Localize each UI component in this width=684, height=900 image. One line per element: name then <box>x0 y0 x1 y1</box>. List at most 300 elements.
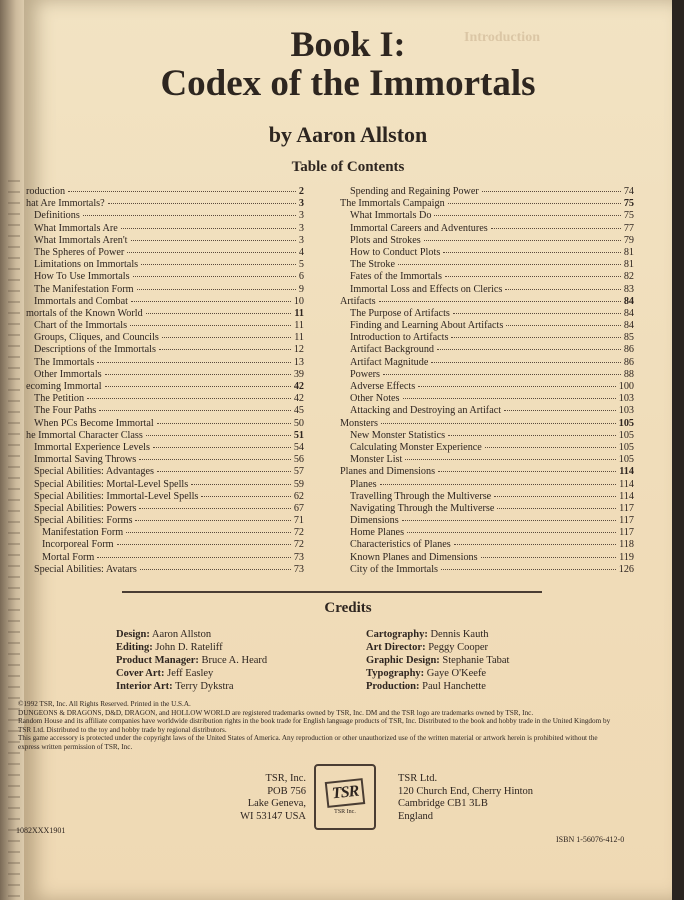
toc-entry <box>24 247 304 259</box>
toc-entry-title: Powers <box>350 368 380 380</box>
toc-leader-dots <box>504 410 616 411</box>
toc-entry-title: The Stroke <box>350 259 395 271</box>
toc-leader-dots <box>448 203 621 204</box>
toc-entry-page: 83 <box>623 283 634 295</box>
toc-leader-dots <box>506 325 620 326</box>
tsr-logo-mark: TSR <box>325 778 366 808</box>
toc-leader-dots <box>137 289 296 290</box>
toc-entry <box>340 405 634 417</box>
trademark-line: DUNGEONS & DRAGONS, D&D, DRAGON, and HOLLOW WORLD are registered trademarks owned by TSR, Inc. DM and the TSR logo are trademarks owned by TSR, Inc. <box>18 708 534 717</box>
credit-line <box>366 667 509 680</box>
toc-entry-page: 82 <box>623 271 634 283</box>
toc-entry-title: Immortal Saving Throws <box>34 454 137 466</box>
toc-entry-title: Home Planes <box>350 527 405 539</box>
toc-entry-page: 2 <box>298 186 304 197</box>
toc-leader-dots <box>105 386 291 387</box>
toc-entry-title: Immortal Experience Levels <box>34 441 150 453</box>
toc-leader-dots <box>407 532 616 533</box>
credit-role: Art Director: <box>366 642 426 653</box>
address-line: TSR Ltd. <box>398 773 438 784</box>
toc-leader-dots <box>494 496 616 497</box>
toc-heading: Table of Contents <box>291 159 405 175</box>
toc-entry-page: 84 <box>623 295 634 307</box>
toc-entry-title: The Spheres of Power <box>34 246 125 258</box>
toc-entry-title: Dimensions <box>350 515 399 527</box>
toc-entry <box>24 430 304 442</box>
toc-entry-page: 117 <box>619 527 634 539</box>
book-title: Book I: <box>290 24 406 64</box>
toc-entry-page: 103 <box>618 405 634 417</box>
toc-leader-dots <box>380 484 616 485</box>
toc-entry <box>24 357 304 369</box>
credit-role: Design: <box>116 629 150 640</box>
toc-entry-title: Known Planes and Dimensions <box>350 551 478 563</box>
toc-entry-page: 118 <box>619 539 634 551</box>
toc-entry <box>340 247 634 259</box>
copyright-line: ©1992 TSR, Inc. All Rights Reserved. Printed in the U.S.A. <box>18 700 191 708</box>
toc-leader-dots <box>99 410 291 411</box>
toc-entry <box>24 344 304 356</box>
toc-leader-dots <box>405 459 615 460</box>
credits-left-column <box>116 628 267 693</box>
address-us <box>196 773 306 823</box>
distribution-line: Random House and its affiliate companies have worldwide distribution rights in the book trade for English language products of TSR, Inc. Distributed to the book and hobby trade in the United Kingdom by TSR Ltd. Distributed to the toy and hobby trade by regional distributors. <box>18 717 611 734</box>
toc-entry <box>340 259 634 271</box>
toc-entry-title: Immortal Loss and Effects on Clerics <box>350 283 503 295</box>
toc-entry-page: 81 <box>623 246 634 258</box>
tsr-logo-caption: TSR Inc. <box>334 808 356 815</box>
toc-entry <box>340 515 634 527</box>
address-line: TSR, Inc. <box>265 773 306 784</box>
toc-entry-page: 73 <box>293 551 304 563</box>
toc-entry-title: Chart of the Immortals <box>34 320 128 332</box>
toc-entry-page: 114 <box>619 478 634 490</box>
toc-entry-page: 3 <box>298 198 304 210</box>
toc-entry-title: Special Abilities: Advantages <box>34 466 154 478</box>
toc-leader-dots <box>141 264 296 265</box>
toc-entry-title: Special Abilities: Forms <box>34 515 133 527</box>
toc-entry-page: 9 <box>298 283 304 295</box>
toc-leader-dots <box>381 423 616 424</box>
toc-entry-title: Plots and Strokes <box>350 234 421 246</box>
toc-entry <box>24 210 304 222</box>
toc-entry <box>340 527 634 539</box>
address-line: POB 756 <box>267 785 306 797</box>
credit-name: Dennis Kauth <box>430 629 489 640</box>
toc-entry <box>24 405 304 417</box>
toc-leader-dots <box>437 349 621 350</box>
address-line: Lake Geneva, <box>247 798 306 809</box>
credit-line <box>366 680 509 693</box>
toc-entry-page: 73 <box>293 563 304 575</box>
toc-entry <box>340 344 634 356</box>
toc-entry-page: 81 <box>623 259 634 271</box>
toc-entry-title: Monster List <box>350 454 403 466</box>
toc-entry-page: 119 <box>619 551 634 563</box>
credit-line <box>116 641 267 654</box>
toc-entry-page: 114 <box>619 466 634 478</box>
toc-entry-title: The Manifestation Form <box>34 283 134 295</box>
toc-entry <box>24 491 304 503</box>
toc-entry-page: 6 <box>298 271 304 283</box>
toc-leader-dots <box>153 447 291 448</box>
author-line: by Aaron Allston <box>268 122 428 147</box>
toc-entry <box>340 479 634 491</box>
toc-entry-title: Immortals and Combat <box>34 295 128 307</box>
toc-entry-title: City of the Immortals <box>350 563 438 575</box>
toc-entry <box>340 210 634 222</box>
toc-leader-dots <box>126 532 291 533</box>
toc-entry <box>340 393 634 405</box>
toc-entry <box>24 515 304 527</box>
toc-entry <box>340 564 634 576</box>
credit-line <box>116 667 267 680</box>
toc-entry-page: 45 <box>293 405 304 417</box>
toc-entry-title: New Monster Statistics <box>350 429 446 441</box>
toc-entry-title: Planes and Dimensions <box>340 466 436 478</box>
toc-entry-page: 105 <box>618 429 634 441</box>
toc-leader-dots <box>191 484 291 485</box>
toc-leader-dots <box>131 240 296 241</box>
toc-leader-dots <box>402 520 616 521</box>
toc-entry <box>340 539 634 551</box>
toc-entry <box>340 198 634 210</box>
toc-entry-page: 42 <box>293 381 304 392</box>
address-line: Cambridge CB1 3LB <box>398 798 488 809</box>
toc-entry <box>24 454 304 466</box>
toc-leader-dots <box>117 544 291 545</box>
toc-leader-dots <box>497 508 616 509</box>
isbn: ISBN 1-56076-412-0 <box>556 835 625 844</box>
toc-leader-dots <box>485 447 616 448</box>
toc-leader-dots <box>491 228 621 229</box>
toc-entry-title: Navigating Through the Multiverse <box>350 502 495 514</box>
toc-entry-page: 77 <box>623 222 634 234</box>
toc-entry-page: 88 <box>623 368 634 380</box>
toc-entry <box>24 320 304 332</box>
toc-entry <box>24 259 304 271</box>
toc-entry <box>24 552 304 564</box>
toc-entry <box>340 332 634 344</box>
toc-entry-page: 4 <box>298 246 304 258</box>
toc-leader-dots <box>108 203 296 204</box>
toc-entry-page: 13 <box>293 356 304 368</box>
toc-entry <box>24 235 304 247</box>
book-page <box>16 0 672 900</box>
toc-entry <box>24 223 304 235</box>
toc-leader-dots <box>434 215 620 216</box>
toc-entry <box>24 296 304 308</box>
toc-entry <box>340 552 634 564</box>
toc-entry-title: Other Notes <box>350 393 400 405</box>
toc-entry-page: 3 <box>298 222 304 234</box>
toc-leader-dots <box>443 252 621 253</box>
credit-line <box>366 654 509 667</box>
product-code: 1082XXX1901 <box>16 826 66 835</box>
address-line: WI 53147 USA <box>240 810 306 822</box>
toc-entry <box>24 503 304 515</box>
toc-entry-title: roduction <box>26 186 66 197</box>
toc-entry-page: 39 <box>293 368 304 380</box>
credit-role: Typography: <box>366 668 425 679</box>
credit-name: Paul Hanchette <box>422 681 486 692</box>
toc-leader-dots <box>130 325 291 326</box>
toc-entry-title: What Immortals Do <box>350 210 432 222</box>
toc-leader-dots <box>133 276 296 277</box>
credit-role: Cartography: <box>366 629 428 640</box>
legal-notice <box>18 700 618 752</box>
toc-leader-dots <box>441 569 616 570</box>
toc-leader-dots <box>105 374 291 375</box>
toc-entry-title: How to Conduct Plots <box>350 246 441 258</box>
toc-entry-page: 50 <box>293 417 304 429</box>
toc-entry-page: 62 <box>293 490 304 502</box>
toc-entry-title: Manifestation Form <box>42 527 124 539</box>
toc-entry <box>24 381 304 393</box>
toc-entry-title: Special Abilities: Immortal-Level Spells <box>34 490 199 502</box>
toc-entry <box>24 418 304 430</box>
credit-role: Graphic Design: <box>366 655 440 666</box>
toc-entry-page: 12 <box>293 344 304 356</box>
toc-entry <box>340 296 634 308</box>
toc-entry <box>24 393 304 405</box>
address-uk <box>398 773 578 823</box>
toc-leader-dots <box>379 301 621 302</box>
show-through-text: Introduction <box>464 30 540 45</box>
toc-entry-page: 105 <box>618 417 634 429</box>
toc-entry-page: 86 <box>623 356 634 368</box>
toc-entry <box>340 223 634 235</box>
toc-entry-title: Other Immortals <box>34 368 102 380</box>
toc-entry-title: Attacking and Destroying an Artifact <box>350 405 502 417</box>
toc-leader-dots <box>448 435 616 436</box>
toc-entry-title: hat Are Immortals? <box>26 198 105 210</box>
toc-entry <box>340 308 634 320</box>
toc-entry-title: How To Use Immortals <box>34 271 130 283</box>
toc-leader-dots <box>68 191 296 192</box>
toc-entry-page: 56 <box>293 454 304 466</box>
toc-leader-dots <box>454 544 616 545</box>
toc-entry-page: 84 <box>623 307 634 319</box>
toc-leader-dots <box>403 398 616 399</box>
tsr-logo <box>314 764 376 830</box>
toc-entry <box>24 271 304 283</box>
toc-entry-page: 5 <box>298 259 304 271</box>
toc-entry <box>340 442 634 454</box>
toc-entry-title: The Four Paths <box>34 405 97 417</box>
toc-leader-dots <box>97 557 290 558</box>
toc-entry <box>340 466 634 478</box>
toc-entry-title: Descriptions of the Immortals <box>34 344 156 356</box>
toc-entry-title: The Petition <box>34 393 85 405</box>
toc-entry-title: Fates of the Immortals <box>350 271 442 283</box>
toc-leader-dots <box>418 386 616 387</box>
toc-leader-dots <box>438 471 616 472</box>
toc-entry-page: 117 <box>619 502 634 514</box>
toc-entry <box>340 235 634 247</box>
toc-entry-title: Travelling Through the Multiverse <box>350 490 492 502</box>
toc-entry <box>24 308 304 320</box>
toc-leader-dots <box>453 313 621 314</box>
toc-entry <box>24 284 304 296</box>
toc-entry-title: The Immortals Campaign <box>340 198 445 210</box>
toc-entry <box>340 418 634 430</box>
toc-entry-title: Incorporeal Form <box>42 539 114 551</box>
toc-entry-page: 11 <box>294 320 304 332</box>
credit-role: Interior Art: <box>116 681 173 692</box>
toc-entry-title: Planes <box>350 478 377 490</box>
toc-entry <box>340 491 634 503</box>
toc-entry-page: 114 <box>619 490 634 502</box>
toc-entry <box>24 527 304 539</box>
toc-entry <box>24 564 304 576</box>
toc-entry-page: 72 <box>293 527 304 539</box>
toc-leader-dots <box>146 313 292 314</box>
toc-leader-dots <box>398 264 621 265</box>
toc-entry <box>340 284 634 296</box>
toc-left-column <box>24 186 304 576</box>
toc-entry-title: Groups, Cliques, and Councils <box>34 332 159 344</box>
toc-leader-dots <box>135 520 290 521</box>
toc-entry-page: 10 <box>293 295 304 307</box>
toc-entry-page: 51 <box>293 429 304 441</box>
credit-line <box>366 641 509 654</box>
credit-name: Aaron Allston <box>151 629 212 640</box>
toc-leader-dots <box>157 471 291 472</box>
toc-right-column <box>340 186 634 576</box>
toc-entry-page: 100 <box>618 381 634 392</box>
toc-leader-dots <box>445 276 621 277</box>
credit-name: Peggy Cooper <box>428 642 488 653</box>
book-subtitle: Codex of the Immortals <box>160 63 536 104</box>
toc-entry <box>24 539 304 551</box>
toc-entry <box>340 357 634 369</box>
toc-entry-title: Immortal Careers and Adventures <box>350 222 488 234</box>
toc-entry <box>24 466 304 478</box>
toc-entry-title: Definitions <box>34 210 80 222</box>
toc-leader-dots <box>451 337 620 338</box>
toc-leader-dots <box>157 423 291 424</box>
toc-entry <box>340 381 634 393</box>
toc-entry-page: 105 <box>618 454 634 466</box>
toc-entry <box>340 503 634 515</box>
toc-entry-page: 11 <box>294 332 304 344</box>
credit-role: Cover Art: <box>116 668 165 679</box>
toc-entry-page: 3 <box>298 234 304 246</box>
toc-entry-title: The Purpose of Artifacts <box>350 307 450 319</box>
toc-entry-title: Calculating Monster Experience <box>350 441 482 453</box>
credit-name: Jeff Easley <box>167 668 214 679</box>
credit-role: Editing: <box>116 642 153 653</box>
credit-name: John D. Rateliff <box>155 642 223 653</box>
credit-line <box>116 628 267 641</box>
toc-entry-title: Special Abilities: Avatars <box>34 563 137 575</box>
toc-entry-title: Adverse Effects <box>350 381 416 392</box>
toc-entry-title: Artifacts <box>340 295 376 307</box>
toc-entry-title: Characteristics of Planes <box>350 539 451 551</box>
toc-entry <box>340 186 634 198</box>
toc-leader-dots <box>481 557 616 558</box>
toc-entry <box>24 186 304 198</box>
toc-entry-page: 84 <box>623 320 634 332</box>
toc-entry <box>24 479 304 491</box>
toc-entry-title: Finding and Learning About Artifacts <box>350 320 504 332</box>
toc-entry-page: 117 <box>619 515 634 527</box>
toc-entry-page: 86 <box>623 344 634 356</box>
toc-leader-dots <box>482 191 621 192</box>
toc-leader-dots <box>424 240 621 241</box>
toc-leader-dots <box>131 301 291 302</box>
toc-entry-page: 3 <box>298 210 304 222</box>
toc-entry-title: Monsters <box>340 417 378 429</box>
toc-entry-page: 59 <box>293 478 304 490</box>
toc-entry-title: Limitations on Immortals <box>34 259 139 271</box>
toc-entry-title: Artifact Background <box>350 344 435 356</box>
toc-entry-title: Spending and Regaining Power <box>350 186 479 197</box>
toc-entry-title: mortals of the Known World <box>26 307 143 319</box>
toc-entry-title: Artifact Magnitude <box>350 356 429 368</box>
toc-entry <box>24 332 304 344</box>
toc-leader-dots <box>87 398 291 399</box>
toc-entry-title: Introduction to Artifacts <box>350 332 449 344</box>
toc-entry-title: What Immortals Are <box>34 222 118 234</box>
toc-entry-page: 126 <box>618 563 634 575</box>
credit-role: Production: <box>366 681 420 692</box>
toc-leader-dots <box>146 435 291 436</box>
toc-leader-dots <box>127 252 296 253</box>
toc-leader-dots <box>505 289 621 290</box>
credit-line <box>116 654 267 667</box>
toc-entry-page: 79 <box>623 234 634 246</box>
toc-leader-dots <box>201 496 290 497</box>
divider-rule <box>122 591 542 593</box>
address-line: England <box>398 810 433 822</box>
credit-name: Bruce A. Heard <box>201 655 268 666</box>
toc-entry-page: 103 <box>618 393 634 405</box>
toc-leader-dots <box>139 459 291 460</box>
toc-entry <box>340 430 634 442</box>
toc-entry-page: 54 <box>293 441 304 453</box>
toc-leader-dots <box>431 362 620 363</box>
toc-entry-page: 57 <box>293 466 304 478</box>
toc-entry <box>24 369 304 381</box>
toc-entry-page: 71 <box>293 515 304 527</box>
credit-role: Product Manager: <box>116 655 199 666</box>
credits-heading: Credits <box>324 600 372 616</box>
toc-leader-dots <box>97 362 291 363</box>
toc-leader-dots <box>139 508 290 509</box>
protection-line: This game accessory is protected under the copyright laws of the United States of America. Any reproduction or other unauthorized use of the written material or artwork herein is prohibited without the express written permission of TSR, Inc. <box>18 734 598 751</box>
toc-leader-dots <box>83 215 296 216</box>
toc-entry-title: The Immortals <box>34 356 95 368</box>
credits-right-column <box>366 628 509 693</box>
toc-entry-title: When PCs Become Immortal <box>34 417 154 429</box>
credit-line <box>116 680 267 693</box>
toc-entry-page: 75 <box>623 210 634 222</box>
toc-leader-dots <box>159 349 291 350</box>
toc-entry-page: 72 <box>293 539 304 551</box>
toc-entry-page: 105 <box>618 441 634 453</box>
toc-entry-title: Mortal Form <box>42 551 95 563</box>
toc-entry-title: Special Abilities: Powers <box>34 502 137 514</box>
toc-entry <box>340 271 634 283</box>
toc-leader-dots <box>383 374 621 375</box>
toc-entry <box>340 320 634 332</box>
toc-entry-title: he Immortal Character Class <box>26 429 143 441</box>
toc-entry-page: 67 <box>293 502 304 514</box>
toc-entry <box>340 454 634 466</box>
toc-entry-page: 11 <box>294 307 304 319</box>
